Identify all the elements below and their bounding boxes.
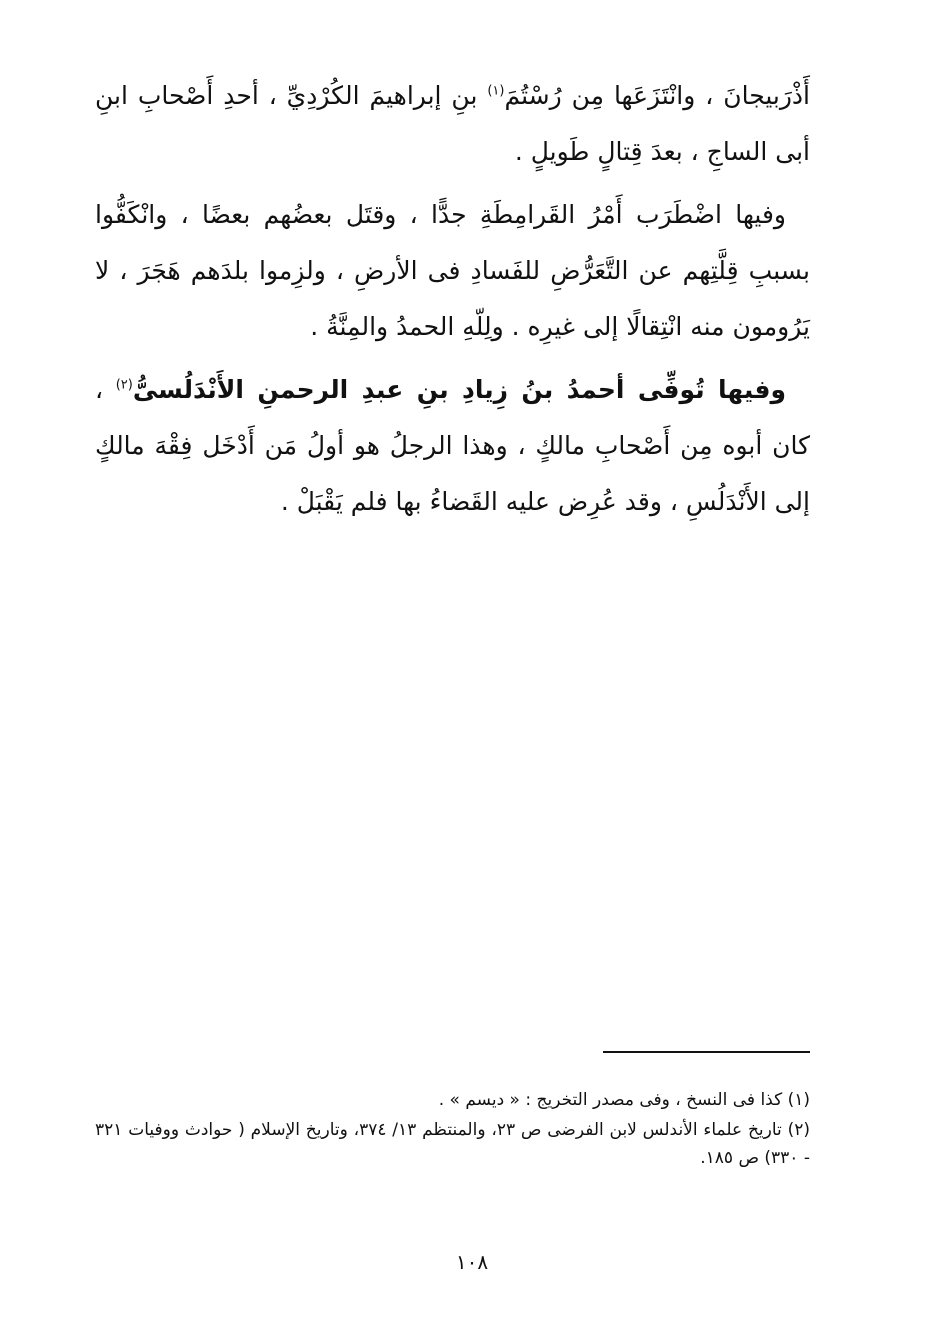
page-number: ١٠٨ bbox=[455, 1250, 489, 1274]
footnote-1: (١) كذا فى النسخ ، وفى مصدر التخريج : « ديسم » . bbox=[438, 1090, 810, 1110]
footnote-ref-1: (١) bbox=[487, 83, 505, 99]
main-text bbox=[95, 68, 810, 537]
paragraph-3-text-after: ، كان أبوه مِن أَصْحابِ مالكٍ ، وهذا الرجلُ هو أولُ مَن أَدْخَل فِقْهَ مالكٍ إلى الأَنْدَلُسِ ، وقد عُرِض عليه القَضاءُ بها فلم يَقْبَلْ . bbox=[95, 375, 810, 516]
footnote-2: (٢) تاريخ علماء الأندلس لابن الفرضى ص ٢٣، والمنتظم ١٣/ ٣٧٤، وتاريخ الإسلام ( حوادث ووفيات ٣٢١ - ٣٣٠) ص ١٨٥. bbox=[95, 1120, 810, 1168]
paragraph-3-heading: وفيها تُوفِّى أحمدُ بنُ زِيادِ بنِ عبدِ الرحمنِ الأَنْدَلُسىُّ bbox=[132, 375, 786, 404]
footnote-divider bbox=[603, 1051, 810, 1053]
paragraph-3 bbox=[95, 362, 810, 530]
footnotes bbox=[95, 1086, 810, 1174]
paragraph-2 bbox=[95, 187, 810, 355]
paragraph-2-text: وفيها اضْطَرَب أَمْرُ القَرامِطَةِ جدًّا ، وقتَل بعضُهم بعضًا ، وانْكَفُّوا بسببِ قِلَّتِهم عن التَّعَرُّضِ للفَسادِ فى الأرضِ ، ولزِموا بلدَهم هَجَرَ ، لا يَرُومون منه انْتِقالًا إلى غيرِه . ولِلّهِ الحمدُ والمِنَّةُ . bbox=[95, 200, 810, 341]
footnote-ref-2: (٢) bbox=[115, 377, 133, 393]
paragraph-1 bbox=[95, 68, 810, 180]
paragraph-1-text-before: أَذْرَبيجانَ ، وانْتَزَعَها مِن رُسْتُمَ bbox=[504, 81, 810, 110]
paragraph-1-text-after: بنِ إبراهيمَ الكُرْدِيِّ ، أحدِ أَصْحابِ ابنِ أبى الساجِ ، بعدَ قِتالٍ طَويلٍ . bbox=[95, 81, 810, 166]
